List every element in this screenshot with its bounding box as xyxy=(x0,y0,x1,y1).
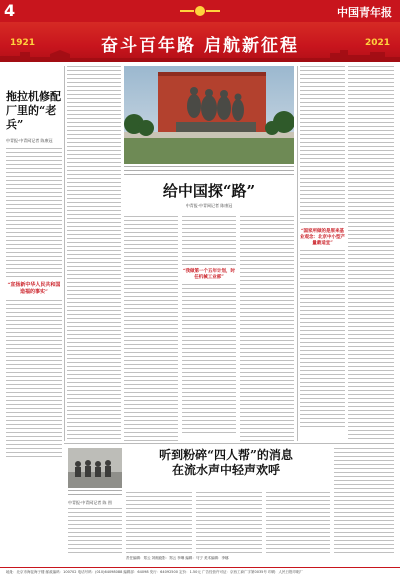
bottom-col-d xyxy=(266,492,330,554)
center-article-headline: 给中国探“路” xyxy=(162,182,256,200)
footer-text: 地址：北京市海淀海子楼 邮政编码：100702 电话号码：(010)64098088 编辑部：64098 发行：64092500 定价：1.50元 广告经营许可证：京西工商广字第0035号 印刷：人民日报印刷厂 xyxy=(6,570,304,574)
editor-line: 责任编辑：郑云 刘湘旋影：郑云 李琳 编辑：马宁 美术编辑：李娜 xyxy=(126,556,229,560)
center-pull-quote-1: “我做第一个五年计划，时任机械工业部” xyxy=(182,269,236,280)
banner-title: 奋斗百年路 启航新征程 xyxy=(101,36,299,56)
bottom-col-b xyxy=(126,492,192,554)
sculpture-scene-icon xyxy=(124,66,294,164)
bottom-col-c xyxy=(196,492,262,554)
masthead xyxy=(0,0,400,22)
left-article-body-2 xyxy=(6,300,62,460)
right-col-a xyxy=(300,66,345,441)
bottom-col-a xyxy=(68,500,122,554)
center-article-header xyxy=(124,182,294,214)
center-col-b xyxy=(182,216,236,441)
year-right: 2021 xyxy=(364,38,390,48)
bottom-article-byline: 中青报·中青网记者 陈 图 xyxy=(68,500,112,505)
left-article-body xyxy=(6,148,62,278)
left-pull-quote: “宣扬新中华人民共和国造福的事实” xyxy=(7,282,61,295)
center-col-a xyxy=(124,216,178,441)
bottom-article-header xyxy=(126,448,326,488)
page-footer xyxy=(0,567,400,576)
page-number: 4 xyxy=(4,1,16,20)
group-photo-icon xyxy=(68,448,122,488)
left-article-byline: 中青报·中青网记者 陈康冠 xyxy=(6,138,53,143)
center-article-byline: 中青报·中青网记者 陈康冠 xyxy=(185,203,233,208)
right-col-b xyxy=(348,66,394,441)
column-2-text xyxy=(67,66,121,441)
year-left: 1921 xyxy=(10,38,36,48)
left-article xyxy=(6,90,62,576)
paper-name: 中国青年报 xyxy=(337,6,392,19)
bottom-headline-line-1: 听到粉碎“四人帮”的消息 xyxy=(159,448,293,462)
center-pull-quote-2: “国家所做的是原来基业观念：北京中小型产量最适宜” xyxy=(300,229,345,246)
center-col-c xyxy=(240,216,294,441)
photo-caption xyxy=(124,166,294,178)
bottom-col-e xyxy=(334,448,394,554)
left-article-headline: 拖拉机修配厂里的“老兵” xyxy=(6,90,61,131)
section-banner xyxy=(0,22,400,62)
historic-group-photo xyxy=(68,448,122,488)
party-emblem-icon xyxy=(150,4,250,18)
bottom-headline-line-2: 在流水声中轻声欢呼 xyxy=(171,463,280,477)
memorial-sculpture-photo xyxy=(124,66,294,164)
